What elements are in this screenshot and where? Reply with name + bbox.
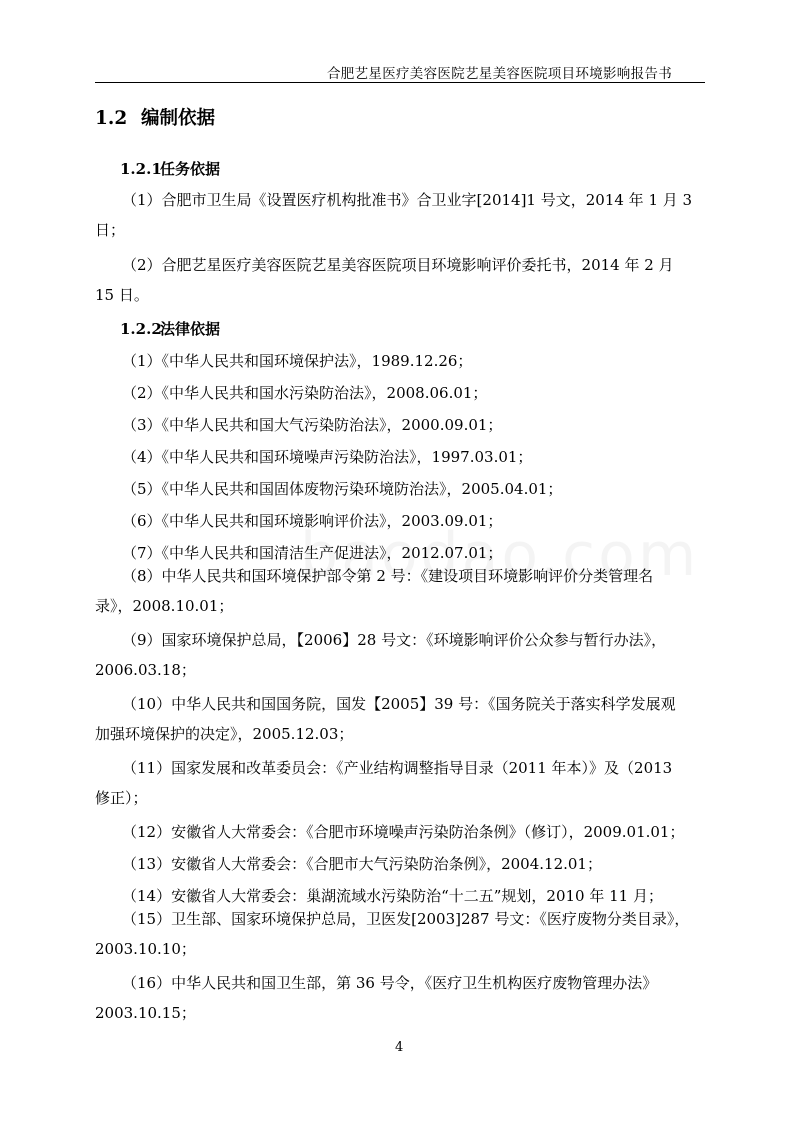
item-line: （2）合肥艺星医疗美容医院艺星美容医院项目环境影响评价委托书，2014 年 2 月 bbox=[122, 256, 674, 274]
section-title: 编制依据 bbox=[141, 108, 216, 129]
subsection-title: 法律依据 bbox=[160, 320, 221, 338]
task-basis-item-2 bbox=[95, 250, 705, 310]
law-item-5: （5）《中华人民共和国固体废物污染环境防治法》，2005.04.01； bbox=[122, 480, 563, 498]
page-number: 4 bbox=[395, 1040, 404, 1055]
section-number: 1.2 bbox=[95, 108, 128, 129]
item-line: 日； bbox=[95, 221, 126, 239]
subsection-heading-2 bbox=[120, 318, 220, 339]
law-item-13: （13）安徽省人大常委会：《合肥市大气污染防治条例》，2004.12.01； bbox=[122, 855, 602, 873]
item-line: （10）中华人民共和国国务院，国发【2005】39 号：《国务院关于落实科学发展观 bbox=[122, 695, 676, 713]
subsection-title: 任务依据 bbox=[160, 160, 221, 178]
item-line: 2006.03.18； bbox=[95, 661, 196, 679]
item-line: （11）国家发展和改革委员会：《产业结构调整指导目录（2011 年本）》及（2013 bbox=[122, 759, 673, 777]
item-line: （15）卫生部、国家环境保护总局，卫医发[2003]287 号文：《医疗废物分类目录》， bbox=[122, 910, 690, 928]
law-item-15 bbox=[95, 904, 705, 964]
item-line: 15 日。 bbox=[95, 286, 149, 304]
law-item-8 bbox=[95, 561, 705, 621]
item-line: （9）国家环境保护总局，【2006】28 号文：《环境影响评价公众参与暂行办法》， bbox=[122, 631, 667, 649]
subsection-number: 1.2.2 bbox=[120, 320, 162, 338]
item-line: 加强环境保护的决定》，2005.12.03； bbox=[95, 725, 354, 743]
law-item-12: （12）安徽省人大常委会：《合肥市环境噪声污染防治条例》（修订），2009.01.01； bbox=[122, 823, 685, 841]
law-item-14: （14）安徽省人大常委会：巢湖流域水污染防治“十二五”规划，2010 年 11 月； bbox=[122, 887, 663, 905]
section-heading bbox=[95, 104, 215, 130]
running-header: 合肥艺星医疗美容医院艺星美容医院项目环境影响报告书 bbox=[327, 66, 672, 82]
item-line: 2003.10.15； bbox=[95, 1004, 196, 1022]
law-item-10 bbox=[95, 689, 705, 749]
law-item-4: （4）《中华人民共和国环境噪声污染防治法》，1997.03.01； bbox=[122, 448, 533, 466]
law-item-16 bbox=[95, 968, 705, 1028]
law-item-6: （6）《中华人民共和国环境影响评价法》，2003.09.01； bbox=[122, 512, 503, 530]
item-line: 修正）； bbox=[95, 789, 148, 807]
item-line: （16）中华人民共和国卫生部，第 36 号令，《医疗卫生机构医疗废物管理办法》 bbox=[122, 974, 658, 992]
task-basis-item-1 bbox=[95, 185, 705, 245]
law-item-1: （1）《中华人民共和国环境保护法》，1989.12.26； bbox=[122, 352, 473, 370]
header-rule bbox=[95, 82, 705, 83]
item-line: （1）合肥市卫生局《设置医疗机构批准书》合卫业字[2014]1 号文，2014 年 1 月 3 bbox=[122, 191, 693, 209]
law-item-11 bbox=[95, 753, 705, 813]
item-line: 2003.10.10； bbox=[95, 940, 196, 958]
item-line: （8）中华人民共和国环境保护部令第 2 号：《建设项目环境影响评价分类管理名 bbox=[122, 567, 654, 585]
law-item-9 bbox=[95, 625, 705, 685]
subsection-number: 1.2.1 bbox=[120, 160, 162, 178]
subsection-heading-1 bbox=[120, 158, 220, 179]
law-item-7: （7）《中华人民共和国清洁生产促进法》，2012.07.01； bbox=[122, 544, 503, 562]
law-item-2: （2）《中华人民共和国水污染防治法》，2008.06.01； bbox=[122, 384, 488, 402]
law-item-3: （3）《中华人民共和国大气污染防治法》，2000.09.01； bbox=[122, 416, 503, 434]
item-line: 录》，2008.10.01； bbox=[95, 597, 234, 615]
